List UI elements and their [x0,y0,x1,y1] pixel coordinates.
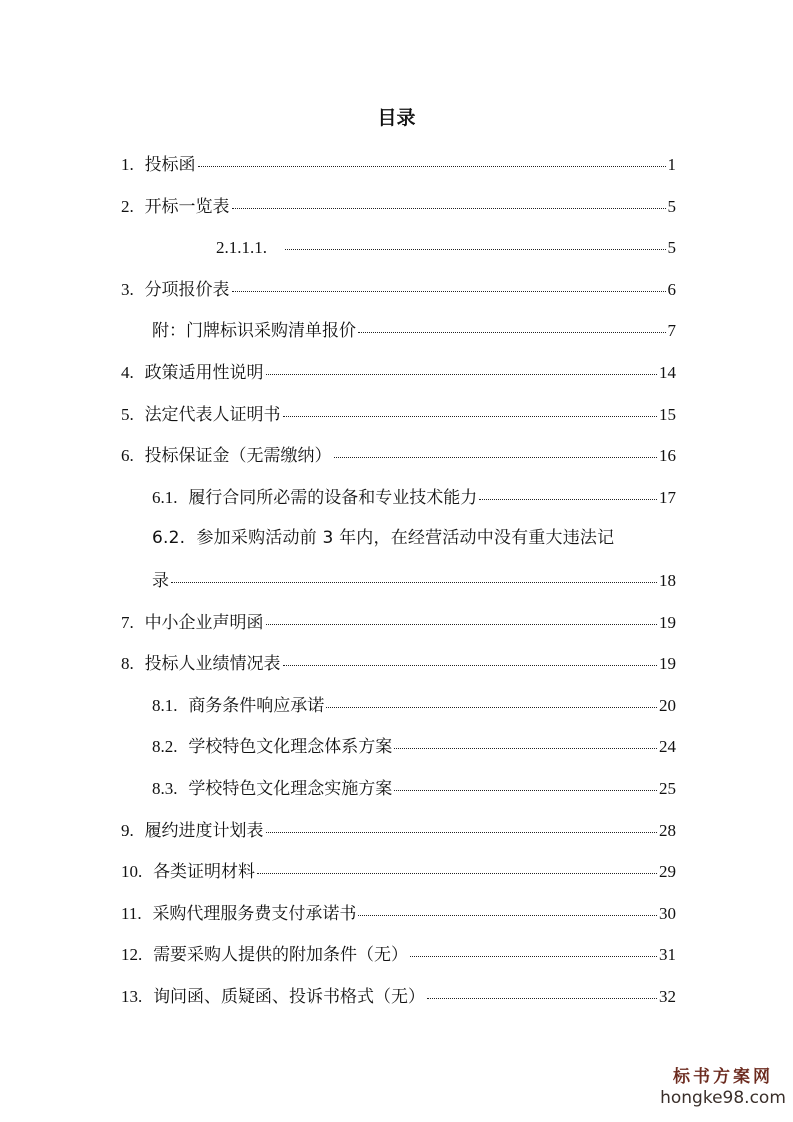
toc-entry[interactable] [121,726,676,768]
dot-leader [232,206,666,209]
dot-leader [479,497,657,500]
toc-entry-text: 投标人业绩情况表 [144,654,281,675]
toc-entry-page: 31 [659,945,676,965]
dot-leader [283,414,657,417]
toc-entry-page: 5 [667,196,676,216]
toc-entry-page: 1 [667,155,676,174]
toc-entry[interactable] [121,310,676,352]
toc-entry-page: 7 [667,321,676,341]
toc-entry-text: 开标一览表 [144,196,230,217]
toc-entry-text: 投标函 [144,155,196,175]
table-of-contents [121,144,676,1017]
toc-entry-text: 需要采购人提供的附加条件（无） [153,945,409,966]
dot-leader [394,788,657,791]
toc-entry[interactable] [121,435,676,477]
toc-entry[interactable] [121,602,676,644]
toc-entry-page: 16 [659,446,676,466]
toc-entry[interactable] [121,810,676,852]
toc-entry[interactable] [121,768,676,810]
toc-entry-text: 学校特色文化理念实施方案 [188,778,393,799]
toc-entry-page: 32 [659,986,676,1006]
toc-entry[interactable] [121,227,676,269]
toc-entry-number: 13. [121,986,143,1006]
toc-entry[interactable] [121,477,676,519]
dot-leader [358,913,657,916]
toc-entry-page: 20 [659,695,676,715]
toc-entry-text: 各类证明材料 [153,862,256,883]
toc-entry-number: 10. [121,862,143,882]
toc-entry-number: 2.1.1.1. [216,238,267,258]
watermark [658,1062,788,1108]
dot-leader [257,871,657,874]
toc-entry-text: 投标保证金（无需缴纳） [144,446,332,467]
toc-entry-page: 6 [667,279,676,299]
dot-leader [266,830,657,833]
toc-entry-text: 履约进度计划表 [144,820,264,841]
watermark-url: hongke98.com [660,1088,786,1108]
toc-entry-number: 1. [121,155,134,174]
toc-entry[interactable] [121,394,676,436]
toc-entry-text: 履行合同所必需的设备和专业技术能力 [188,487,478,508]
toc-entry[interactable] [121,518,676,601]
toc-entry[interactable] [121,893,676,935]
toc-entry-page: 24 [659,737,676,757]
toc-entry-number: 3. [121,279,134,299]
toc-entry-number: 7. [121,612,134,632]
toc-entry-page: 17 [659,487,676,507]
toc-entry[interactable] [121,352,676,394]
toc-entry-text: 政策适用性说明 [144,362,264,383]
dot-leader [410,954,657,957]
toc-entry-number: 9. [121,820,134,840]
toc-entry[interactable] [121,851,676,893]
toc-entry-number: 8. [121,654,134,674]
toc-entry-text: 询问函、质疑函、投诉书格式（无） [153,986,426,1007]
dot-leader [266,622,657,625]
toc-entry-page: 19 [659,654,676,674]
dot-leader [427,996,657,999]
toc-entry-page: 5 [667,238,676,258]
toc-entry-page: 28 [659,820,676,840]
dot-leader [394,746,657,749]
dot-leader [171,580,657,583]
dot-leader [198,164,666,167]
toc-entry-text: 商务条件响应承诺 [188,695,325,716]
toc-entry-text: 分项报价表 [144,279,230,300]
toc-entry[interactable] [121,186,676,228]
toc-entry-text: 法定代表人证明书 [144,404,281,425]
toc-entry-text: 学校特色文化理念体系方案 [188,737,393,758]
toc-entry-number: 8.2. [152,737,178,757]
toc-entry-page: 30 [659,903,676,923]
toc-entry-text: 参加采购活动前 3 年内，在经营活动中没有重大违法记 [196,528,615,549]
dot-leader [285,247,665,250]
toc-entry-number: 6.2. [152,528,186,549]
toc-entry-text: 采购代理服务费支付承诺书 [152,903,357,924]
dot-leader [326,705,657,708]
toc-entry[interactable] [121,269,676,311]
toc-entry-number: 11. [121,903,142,923]
toc-entry-page: 14 [659,362,676,382]
toc-entry-page: 18 [659,570,676,590]
toc-entry-number: 8.3. [152,778,178,798]
toc-entry-text: 附：门牌标识采购清单报价 [152,321,356,342]
toc-entry-page: 25 [659,778,676,798]
dot-leader [283,663,657,666]
toc-entry[interactable] [121,144,676,186]
toc-entry-number: 2. [121,196,134,216]
toc-entry-page: 19 [659,612,676,632]
toc-entry-number: 12. [121,945,143,965]
toc-entry-number: 8.1. [152,695,178,715]
toc-entry-number: 5. [121,404,134,424]
toc-entry[interactable] [121,934,676,976]
watermark-title: 标书方案网 [673,1067,773,1087]
dot-leader [334,455,657,458]
toc-entry-page: 15 [659,404,676,424]
toc-entry-number: 4. [121,362,134,382]
dot-leader [266,372,657,375]
toc-entry[interactable] [121,643,676,685]
toc-entry-number: 6.1. [152,487,178,507]
toc-entry[interactable] [121,976,676,1018]
toc-entry[interactable] [121,685,676,727]
toc-title: 目录 [377,107,416,129]
toc-entry-text-continued: 录 [152,570,169,591]
toc-entry-number: 6. [121,446,134,466]
dot-leader [232,289,666,292]
dot-leader [358,330,666,333]
toc-entry-page: 29 [659,862,676,882]
toc-entry-text: 中小企业声明函 [144,612,264,633]
